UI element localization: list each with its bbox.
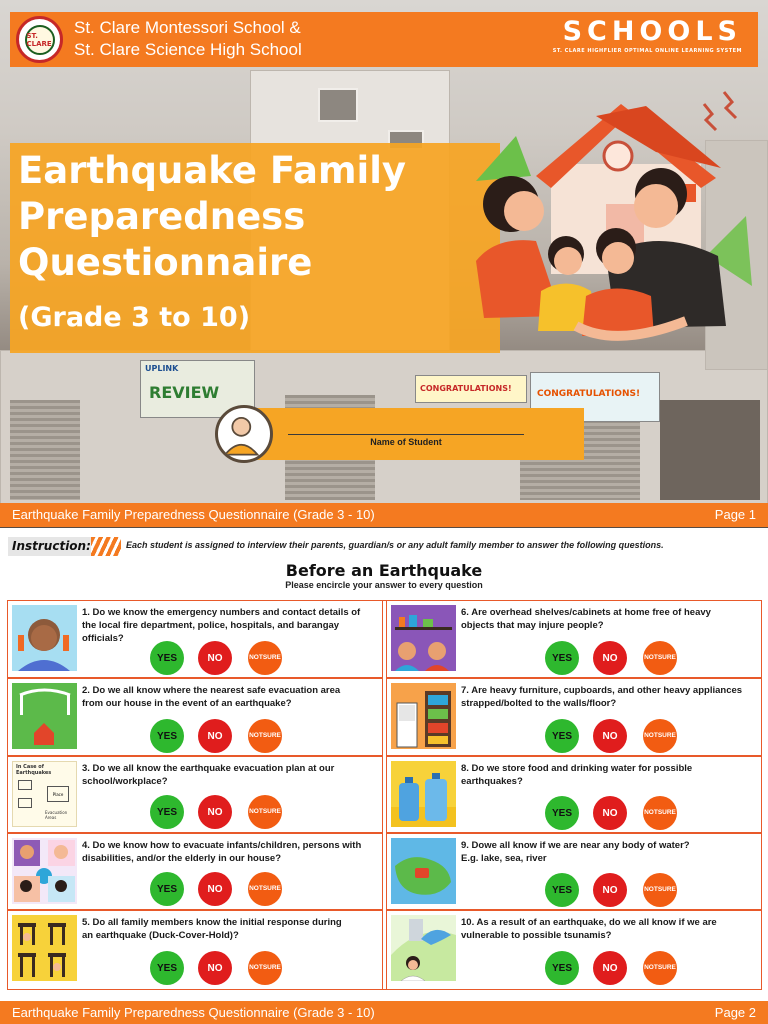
not-sure-text: NOT <box>644 809 658 816</box>
furniture-icon <box>391 683 456 749</box>
not-sure-text: SURE <box>262 964 281 971</box>
question-card <box>386 678 762 756</box>
shelves-icon <box>391 605 456 671</box>
school-name <box>74 17 302 61</box>
answer-not-sure-button[interactable] <box>643 641 677 675</box>
question-card <box>7 600 383 678</box>
not-sure-text: NOT <box>644 732 658 739</box>
title-line: Earthquake Family <box>18 149 407 192</box>
question-line: objects that may injure people? <box>461 620 604 631</box>
question-card <box>386 756 762 833</box>
question-text <box>82 916 342 942</box>
question-line: officials? <box>82 633 124 644</box>
answer-not-sure-button[interactable] <box>248 951 282 985</box>
evacuation-area-icon <box>12 683 77 749</box>
question-line: 10. As a result of an earthquake, do we all know if we are <box>461 917 717 928</box>
question-line: vulnerable to possible tsunamis? <box>461 930 612 941</box>
section-subtitle: Please encircle your answer to every question <box>285 580 483 590</box>
evacuation-plan-icon <box>12 761 77 827</box>
not-sure-text: SURE <box>262 808 281 815</box>
not-sure-text: NOT <box>249 732 263 739</box>
answer-not-sure-button[interactable] <box>248 719 282 753</box>
stripes-decoration <box>91 537 121 556</box>
footer-page-1 <box>0 503 768 527</box>
banner-text: UPLINK <box>145 364 179 373</box>
phone-call-icon <box>12 605 77 671</box>
not-sure-text: NOT <box>644 886 658 893</box>
question-line: from our house in the event of an earthquake? <box>82 698 292 709</box>
footer-page-2 <box>0 1001 768 1024</box>
shutter <box>10 400 80 500</box>
question-text <box>461 606 711 632</box>
not-sure-text: NOT <box>249 808 263 815</box>
answer-not-sure-button[interactable] <box>248 872 282 906</box>
not-sure-text: SURE <box>262 885 281 892</box>
question-text <box>82 606 360 645</box>
school-name-line2: St. Clare Science High School <box>74 40 302 59</box>
answer-yes-button[interactable]: YES <box>545 641 579 675</box>
answer-not-sure-button[interactable] <box>248 641 282 675</box>
tsunami-icon <box>391 915 456 981</box>
brand-tagline: ST. CLARE HIGHFLIER OPTIMAL ONLINE LEARNING SYSTEM <box>552 48 742 54</box>
not-sure-text: NOT <box>249 964 263 971</box>
instruction-bar <box>8 537 760 556</box>
question-card <box>7 910 383 990</box>
answer-not-sure-button[interactable] <box>643 873 677 907</box>
house-family-illustration <box>456 86 756 358</box>
not-sure-text: SURE <box>262 654 281 661</box>
banner-text: CONGRATULATIONS! <box>420 384 512 393</box>
answer-no-button[interactable]: NO <box>593 873 627 907</box>
question-card <box>386 910 762 990</box>
not-sure-text: NOT <box>249 885 263 892</box>
logo-text: ST. CLARE <box>25 25 55 55</box>
question-line: the local fire department, police, hospitals, and barangay <box>82 620 340 631</box>
title-line: Preparedness <box>18 195 306 238</box>
duck-cover-hold-icon <box>12 915 77 981</box>
question-text <box>461 762 692 788</box>
schools-brand-icon <box>542 16 742 64</box>
question-line: 2. Do we all know where the nearest safe evacuation area <box>82 685 341 696</box>
building-banner <box>415 375 527 403</box>
question-text <box>82 839 361 865</box>
family-members-icon <box>12 838 77 904</box>
not-sure-text: SURE <box>657 732 676 739</box>
question-text <box>461 916 717 942</box>
plan-box: Place <box>47 786 69 802</box>
question-line: 7. Are heavy furniture, cupboards, and other heavy appliances <box>461 685 743 696</box>
answer-no-button[interactable]: NO <box>593 641 627 675</box>
footer-title: Earthquake Family Preparedness Questionnaire (Grade 3 - 10) <box>12 1005 375 1020</box>
school-header <box>10 12 758 67</box>
question-line: E.g. lake, sea, river <box>461 853 547 864</box>
question-card <box>386 600 762 678</box>
answer-no-button[interactable]: NO <box>198 872 232 906</box>
answer-no-button[interactable]: NO <box>593 719 627 753</box>
not-sure-text: NOT <box>644 654 658 661</box>
question-line: 6. Are overhead shelves/cabinets at home free of heavy <box>461 607 711 618</box>
grade-range: (Grade 3 to 10) <box>18 302 251 333</box>
question-text <box>82 762 334 788</box>
not-sure-text: SURE <box>657 964 676 971</box>
question-line: 8. Do we store food and drinking water for possible <box>461 763 693 774</box>
answer-yes-button[interactable]: YES <box>150 951 184 985</box>
question-line: strapped/bolted to the walls/floor? <box>461 698 617 709</box>
question-card <box>386 833 762 910</box>
answer-no-button[interactable]: NO <box>593 796 627 830</box>
question-line: disabilities, and/or the elderly in our house? <box>82 853 282 864</box>
question-text <box>461 839 690 865</box>
building-window <box>318 88 358 122</box>
answer-no-button[interactable]: NO <box>198 641 232 675</box>
page-number: Page 1 <box>714 507 756 522</box>
plan-title: In Case of <box>16 764 44 770</box>
question-card <box>7 756 383 833</box>
question-line: 4. Do we know how to evacuate infants/children, persons with <box>82 840 362 851</box>
answer-no-button[interactable]: NO <box>198 719 232 753</box>
student-name-field[interactable] <box>288 434 524 435</box>
answer-no-button[interactable]: NO <box>593 951 627 985</box>
question-text <box>82 684 340 710</box>
not-sure-text: SURE <box>657 654 676 661</box>
plan-title: Earthquakes <box>16 770 52 776</box>
not-sure-text: NOT <box>644 964 658 971</box>
not-sure-text: NOT <box>249 654 263 661</box>
answer-yes-button[interactable]: YES <box>545 951 579 985</box>
answer-yes-button[interactable]: YES <box>150 641 184 675</box>
plan-area: Evacuation <box>45 810 68 815</box>
question-card <box>7 678 383 756</box>
question-line: 5. Do all family members know the initial response during <box>82 917 342 928</box>
footer-title: Earthquake Family Preparedness Questionnaire (Grade 3 - 10) <box>12 507 375 522</box>
question-line: an earthquake (Duck-Cover-Hold)? <box>82 930 239 941</box>
answer-no-button[interactable]: NO <box>198 795 232 829</box>
answer-no-button[interactable]: NO <box>198 951 232 985</box>
title-line: Questionnaire <box>18 241 313 284</box>
answer-yes-button[interactable]: YES <box>545 873 579 907</box>
answer-not-sure-button[interactable] <box>643 951 677 985</box>
page-title <box>18 148 498 286</box>
plan-area: Areas <box>45 815 57 820</box>
answer-yes-button[interactable]: YES <box>150 795 184 829</box>
answer-yes-button[interactable]: YES <box>545 796 579 830</box>
not-sure-text: SURE <box>657 809 676 816</box>
instruction-label: Instruction: <box>8 537 92 556</box>
question-line: earthquakes? <box>461 776 523 787</box>
answer-yes-button[interactable]: YES <box>150 872 184 906</box>
question-line: 3. Do we all know the earthquake evacuation plan at our <box>82 763 335 774</box>
question-line: school/workplace? <box>82 776 168 787</box>
answer-yes-button[interactable]: YES <box>545 719 579 753</box>
answer-not-sure-button[interactable] <box>643 719 677 753</box>
page-number: Page 2 <box>714 1005 756 1020</box>
question-line: 9. Dowe all know if we are near any body of water? <box>461 840 690 851</box>
banner-text: CONGRATULATIONS! <box>537 389 641 399</box>
student-avatar-icon <box>215 405 273 463</box>
water-bottles-icon <box>391 761 456 827</box>
brand-word: SCHOOLS <box>562 16 742 47</box>
instruction-text: Each student is assigned to interview their parents, guardian/s or any adult family member to answer the following questions. <box>126 540 664 550</box>
student-name-label: Name of Student <box>370 437 442 447</box>
answer-not-sure-button[interactable] <box>643 796 677 830</box>
school-logo-icon <box>16 16 63 63</box>
shutter <box>660 400 760 500</box>
question-text <box>461 684 742 710</box>
answer-not-sure-button[interactable] <box>248 795 282 829</box>
not-sure-text: SURE <box>262 732 281 739</box>
map-water-icon <box>391 838 456 904</box>
question-line: 1. Do we know the emergency numbers and contact details of <box>82 607 361 618</box>
answer-yes-button[interactable]: YES <box>150 719 184 753</box>
banner-text: REVIEW <box>149 383 220 402</box>
not-sure-text: SURE <box>657 886 676 893</box>
school-name-line1: St. Clare Montessori School & <box>74 18 301 37</box>
question-card <box>7 833 383 910</box>
section-title: Before an Earthquake <box>285 561 483 580</box>
